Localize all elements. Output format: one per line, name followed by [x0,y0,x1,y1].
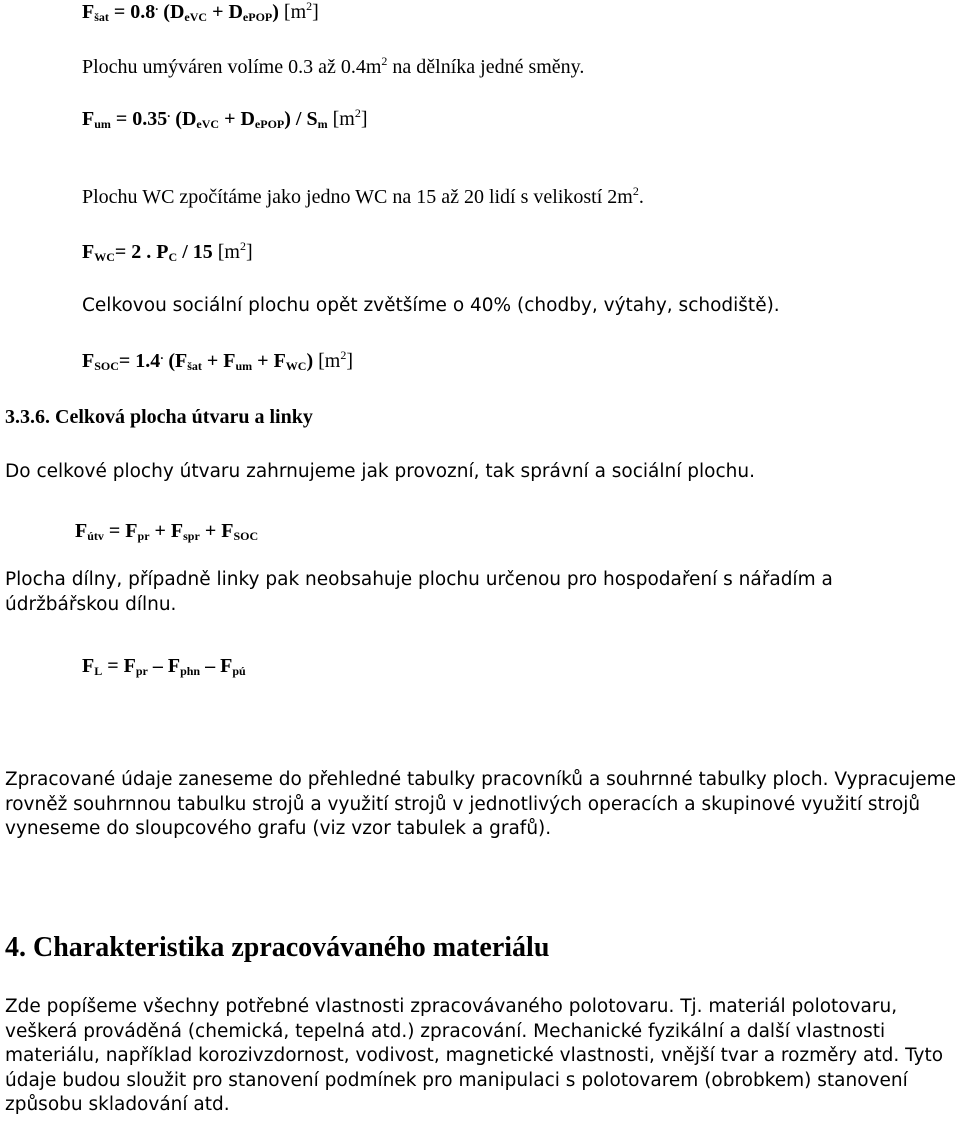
formula-f-soc: $F_{SOC}= 1.4^.$ $(F_{šat} + F_{um} + F_{WC})$ $[m^2]$ [82,348,354,373]
umyvaren-text: Plochu umýváren volíme 0.3 až $0.4m^2$ na dělníka jedné směny. [82,54,585,78]
section-heading-3-3-6: 3.3.6. Celková plocha útvaru a linky [5,406,313,428]
processed-data-text: Zpracované údaje zaneseme do přehledné tabulky pracovníků a souhrnné tabulky ploch. Vypracujeme rovněž souhrnnou tabulku strojů a využití strojů v jednotlivých operacích a skupinové využití strojů vyneseme do sloupcového grafu (viz vzor tabulek a grafů). [5,769,957,839]
workshop-area-text: Plocha dílny, případně linky pak neobsahuje plochu určenou pro hospodaření s nářadím a údržbářskou dílnu. [5,569,833,615]
material-description-text: Zde popíšeme všechny potřebné vlastnosti zpracovávaného polotovaru. Tj. materiál polotovaru, veškerá prováděná (chemická, tepelná atd.) zpracování. Mechanické fyzikální a další vlastnosti materiálu, například korozivzdornost, vodivost, magnetické vlastnosti, vnější tvar a rozměry atd. Tyto údaje budou sloužit pro stanovení podmínek pro manipulaci s polotovarem (obrobkem) stanovení způsobu skladování atd. [5,996,944,1115]
formula-f-sat: $F_{šat} = 0.8^.$ $(D_{eVC} + D_{ePOP})$ $[m^2]$ [82,0,319,24]
social-area-text: Celkovou sociální plochu opět zvětšíme o 40% (chodby, výtahy, schodiště). [82,295,780,316]
total-area-text: Do celkové plochy útvaru zahrnujeme jak provozní, tak správní a sociální plochu. [5,461,755,482]
formula-f-wc: $F_{WC}= 2$ . $P_C / 15$ $[m^2]$ [82,239,253,264]
formula-f-utv: $F_{útv} = F_{pr} + F_{spr} + F_{SOC}$ [75,520,259,543]
wc-text: Plochu WC zpočítáme jako jedno WC na 15 až 20 lidí s velikostí $2m^2$. [82,184,644,208]
section-heading-4: 4. Charakteristika zpracovávaného materiálu [5,932,550,963]
formula-f-um: $F_{um} = 0.35^.$ $(D_{eVC} + D_{ePOP}) / S_m$ $[m^2]$ [82,106,368,131]
formula-f-l: $F_L = F_{pr} - F_{phn} - F_{pú}$ [82,655,246,678]
